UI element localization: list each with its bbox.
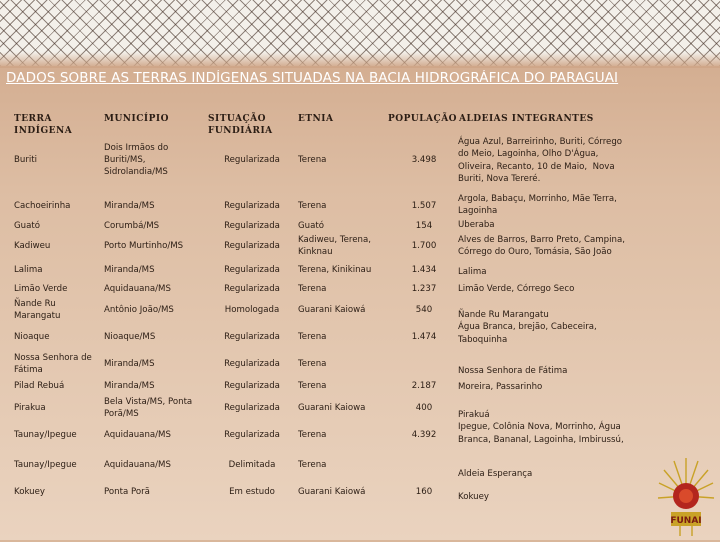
cell-terra: Lalima [14, 265, 43, 275]
cell-municipio: Miranda/MS [104, 201, 155, 211]
cell-municipio: Miranda/MS [104, 265, 155, 275]
aldeia-entry: Lalima [458, 267, 487, 277]
aldeia-entry: Água Azul, Barreirinho, Buriti, Córrego do Meio, Lagoinha, Olho D'Água, Oliveira, Recanto, 10 de Maio, Nova Buriti, Nova Tereré. [458, 137, 623, 185]
cell-populacao: 540 [415, 305, 433, 315]
cell-municipio: Miranda/MS [104, 381, 155, 391]
cell-situacao: Em estudo [229, 487, 275, 497]
cell-municipio: Bela Vista/MS, Ponta Porã/MS [104, 396, 193, 420]
cell-situacao: Homologada [224, 305, 280, 315]
cell-municipio: Aquidauana/MS [104, 284, 171, 294]
cell-terra: Taunay/Ipegue [14, 460, 77, 470]
cell-municipio: Aquidauana/MS [104, 430, 171, 440]
aldeia-entry: Argola, Babaçu, Morrinho, Mãe Terra, Lagoinha [458, 194, 617, 217]
cell-populacao: 160 [415, 487, 433, 497]
cell-etnia: Guarani Kaiowá [298, 305, 366, 315]
banner-fade [0, 52, 720, 68]
cell-etnia: Terena [298, 332, 327, 342]
aldeia-entry: Aldeia Esperança [458, 469, 533, 479]
cell-terra: Buriti [14, 155, 38, 165]
cell-etnia: Guarani Kaiowá [298, 487, 366, 497]
cell-terra: Kadiweu [14, 241, 51, 251]
logo-text: FUNAI [670, 516, 702, 526]
cell-populacao: 1.700 [411, 241, 437, 251]
cell-terra: Nioaque [14, 332, 50, 342]
cell-etnia: Terena [298, 460, 327, 470]
cell-terra: Cachoeirinha [14, 201, 71, 211]
cell-terra: Pirakua [14, 403, 46, 413]
cell-situacao: Regularizada [224, 359, 280, 369]
cell-situacao: Regularizada [224, 201, 280, 211]
cell-situacao: Regularizada [224, 221, 280, 231]
cell-populacao: 154 [415, 221, 433, 231]
cell-situacao: Regularizada [224, 381, 280, 391]
cell-etnia: Guarani Kaiowa [298, 403, 366, 413]
cell-terra: Kokuey [14, 487, 45, 497]
aldeia-entry: Kokuey [458, 492, 489, 502]
funai-headdress-logo-icon [656, 456, 716, 538]
header-situacao: SITUAÇÃO FUNDIÁRIA [208, 114, 273, 136]
cell-municipio: Porto Murtinho/MS [104, 241, 184, 251]
cell-situacao: Regularizada [224, 155, 280, 165]
cell-municipio: Nioaque/MS [104, 332, 156, 342]
header-aldeias: ALDEIAS INTEGRANTES [459, 114, 594, 124]
cell-populacao: 1.507 [411, 201, 437, 211]
aldeia-entry: Uberaba [458, 220, 495, 230]
cell-etnia: Terena [298, 201, 327, 211]
cell-populacao: 2.187 [411, 381, 437, 391]
cell-etnia: Terena, Kinikinau [298, 265, 372, 275]
cell-terra: Limão Verde [14, 284, 68, 294]
cell-situacao: Delimitada [228, 460, 276, 470]
cell-populacao: 1.434 [411, 265, 437, 275]
cell-etnia: Kadiweu, Terena, Kinknau [298, 234, 371, 258]
cell-situacao: Regularizada [224, 332, 280, 342]
aldeia-entry: Pirakuá Ipegue, Colônia Nova, Morrinho, Água Branca, Bananal, Lagoinha, Imbirussú, [458, 410, 624, 445]
cell-municipio: Dois Irmãos do Buriti/MS, Sidrolandia/MS [104, 142, 169, 178]
cell-populacao: 1.237 [411, 284, 437, 294]
cell-populacao: 3.498 [411, 155, 437, 165]
cell-populacao: 400 [415, 403, 433, 413]
header-municipio: MUNICÍPIO [104, 114, 169, 124]
cell-populacao: 4.392 [411, 430, 437, 440]
cell-etnia: Terena [298, 284, 327, 294]
cell-municipio: Miranda/MS [104, 359, 155, 369]
cell-etnia: Terena [298, 359, 327, 369]
aldeia-entry: Moreira, Passarinho [458, 382, 543, 392]
header-etnia: ETNIA [298, 114, 334, 124]
cell-populacao: 1.474 [411, 332, 437, 342]
cell-etnia: Terena [298, 155, 327, 165]
cell-situacao: Regularizada [224, 284, 280, 294]
cell-etnia: Terena [298, 430, 327, 440]
cell-terra: Guató [14, 221, 40, 231]
aldeia-entry: Nossa Senhora de Fátima [458, 366, 568, 376]
header-terra: TERRA INDÍGENA [14, 114, 73, 136]
cell-municipio: Ponta Porã [104, 487, 150, 497]
header-populacao: POPULAÇÃO [388, 114, 458, 124]
cell-terra: Nossa Senhora de Fátima [14, 352, 92, 376]
aldeia-entry: Alves de Barros, Barro Preto, Campina, Córrego do Ouro, Tomásia, São João [458, 235, 625, 258]
aldeia-entry: Ñande Ru Marangatu Água Branca, brejão, Cabeceira, Taboquinha [458, 310, 597, 345]
cell-situacao: Regularizada [224, 265, 280, 275]
cell-terra: Taunay/Ipegue [14, 430, 77, 440]
cell-municipio: Aquidauana/MS [104, 460, 171, 470]
cell-etnia: Terena [298, 381, 327, 391]
cell-terra: Ñande Ru Marangatu [14, 298, 61, 322]
cell-terra: Pilad Rebuá [14, 381, 65, 391]
cell-etnia: Guató [298, 221, 324, 231]
cell-municipio: Corumbá/MS [104, 221, 160, 231]
cell-municipio: Antônio João/MS [104, 305, 174, 315]
cell-situacao: Regularizada [224, 241, 280, 251]
page-title: DADOS SOBRE AS TERRAS INDÍGENAS SITUADAS NA BACIA HIDROGRÁFICA DO PARAGUAI [6, 70, 619, 86]
cell-situacao: Regularizada [224, 430, 280, 440]
cell-situacao: Regularizada [224, 403, 280, 413]
aldeia-entry: Limão Verde, Córrego Seco [458, 284, 575, 294]
